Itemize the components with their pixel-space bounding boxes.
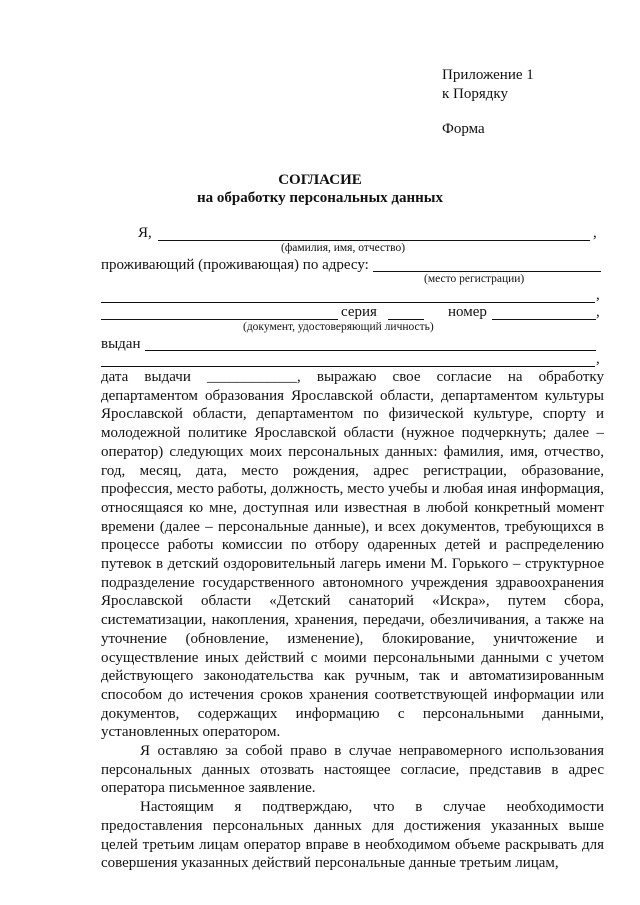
- issued-line-2: [101, 366, 595, 367]
- document-title: СОГЛАСИЕ: [278, 172, 362, 188]
- series-line: [388, 319, 424, 320]
- third-party-paragraph: Настоящим я подтверждаю, что в случае необходимости предоставления персональных данных для достижения указанных выше целей третьим лицам оператор вправе в необходимом объеме раскрывать для совершения указанных действий персональные данные третьим лицам,: [101, 799, 604, 872]
- issued-line: [145, 350, 596, 351]
- address-caption: (место регистрации): [424, 273, 525, 285]
- document-subtitle: на обработку персональных данных: [197, 190, 443, 206]
- series-label: серия: [341, 304, 377, 320]
- document-caption: (документ, удостоверяющий личность): [243, 321, 434, 333]
- fio-caption: (фамилия, имя, отчество): [281, 242, 406, 254]
- address-line-2: [101, 302, 595, 303]
- appendix-label: Приложение 1: [442, 67, 534, 83]
- comma: ,: [596, 304, 600, 320]
- issued-label: выдан: [101, 336, 141, 352]
- consent-body: [101, 368, 604, 873]
- comma: ,: [596, 287, 600, 303]
- address-label: проживающий (проживающая) по адресу:: [101, 257, 369, 273]
- to-order-label: к Порядку: [442, 86, 508, 102]
- comma: ,: [596, 351, 600, 367]
- comma: ,: [593, 225, 597, 241]
- number-line: [492, 319, 596, 320]
- revocation-paragraph: Я оставляю за собой право в случае неправомерного использования персональных данных отозвать настоящее согласие, представив в адрес оператора письменное заявление.: [101, 743, 604, 797]
- address-line: [373, 271, 601, 272]
- document-line: [101, 319, 338, 320]
- consent-paragraph: дата выдачи ____________, выражаю свое согласие на обработку департаментом образования Ярославской области, департаментом культуры Ярославской области, департаментом по физической культуре, спорту и молодежной политике Ярославской области (нужное подчеркнуть; далее – оператор) следующих моих персональных данных: фамилия, имя, отчество, год, месяц, дата, место рождения, адрес регистрации, образование, профессия, место работы, должность, место учебы и любая иная информация, относящаяся ко мне, доступная или известная в любой конкретный момент времени (далее – персональные данные), и всех документов, требующихся в процессе работы комиссии по отбору одаренных детей и распределению путевок в детский оздоровительный лагерь имени М. Горького – структурное подразделение государственного автономного учреждения здравоохранения Ярославской области «Детский санаторий «Искра», путем сбора, систематизации, накопления, хранения, передачи, обезличивания, а также на уточнение (обновление, изменение), блокирование, уничтожение и осуществление иных действий с моими персональными данными с учетом действующего законодательства как ручным, так и автоматизированным способом до истечения сроков хранения соответствующей информации или документов, содержащих информацию с персональными данными, установленных оператором.: [101, 369, 604, 741]
- form-label: Форма: [442, 121, 485, 137]
- i-label: Я,: [138, 225, 152, 241]
- number-label: номер: [448, 304, 487, 320]
- fio-line: [158, 240, 590, 241]
